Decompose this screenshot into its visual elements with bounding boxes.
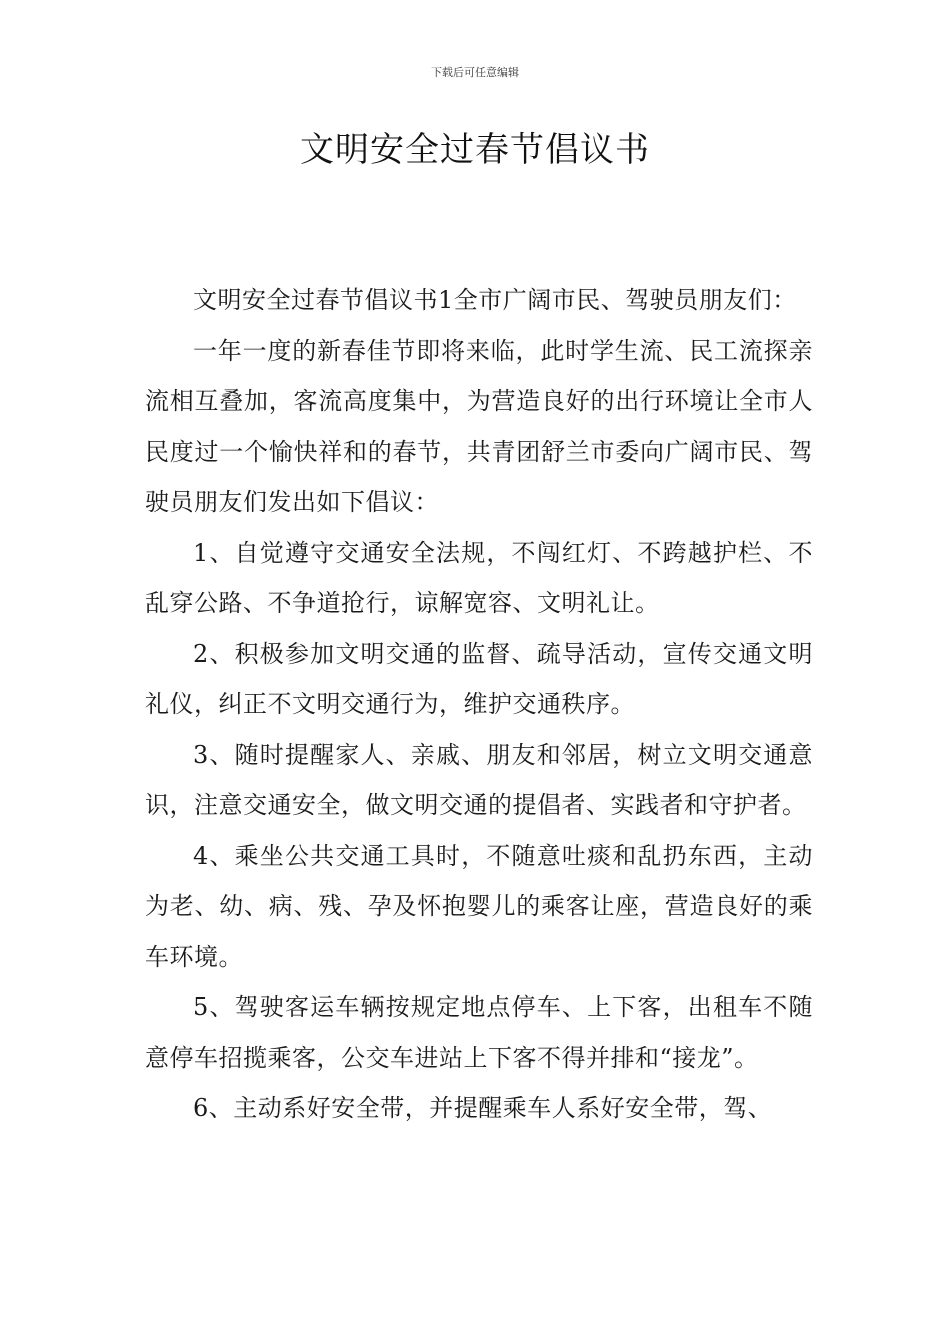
- page-title: 文明安全过春节倡议书: [300, 130, 650, 170]
- paragraph-item-2: 2、积极参加文明交通的监督、疏导活动，宣传交通文明礼仪，纠正不文明交通行为，维护交通秩序。: [145, 639, 813, 718]
- paragraph-greeting: 文明安全过春节倡议书1全市广阔市民、驾驶员朋友们：: [193, 286, 797, 314]
- paragraph-item-1: 1、自觉遵守交通安全法规，不闯红灯、不跨越护栏、不乱穿公路、不争道抢行，谅解宽容、文明礼让。: [145, 538, 813, 617]
- header-note: 下载后可任意编辑: [431, 66, 519, 79]
- paragraph-item-5: 5、驾驶客运车辆按规定地点停车、上下客，出租车不随意停车招揽乘客，公交车进站上下客不得并排和“接龙”。: [145, 993, 813, 1072]
- document-body: [145, 275, 813, 1134]
- paragraph-item-3: 3、随时提醒家人、亲戚、朋友和邻居，树立文明交通意识，注意交通安全，做文明交通的提倡者、实践者和守护者。: [145, 740, 813, 819]
- paragraph-item-6: 6、主动系好安全带，并提醒乘车人系好安全带，驾、: [193, 1094, 773, 1122]
- paragraph-intro: 一年一度的新春佳节即将来临，此时学生流、民工流探亲流相互叠加，客流高度集中，为营造良好的出行环境让全市人民度过一个愉快祥和的春节，共青团舒兰市委向广阔市民、驾驶员朋友们发出如下倡议：: [145, 336, 813, 516]
- paragraph-item-4: 4、乘坐公共交通工具时，不随意吐痰和乱扔东西，主动为老、幼、病、残、孕及怀抱婴儿的乘客让座，营造良好的乘车环境。: [145, 841, 813, 971]
